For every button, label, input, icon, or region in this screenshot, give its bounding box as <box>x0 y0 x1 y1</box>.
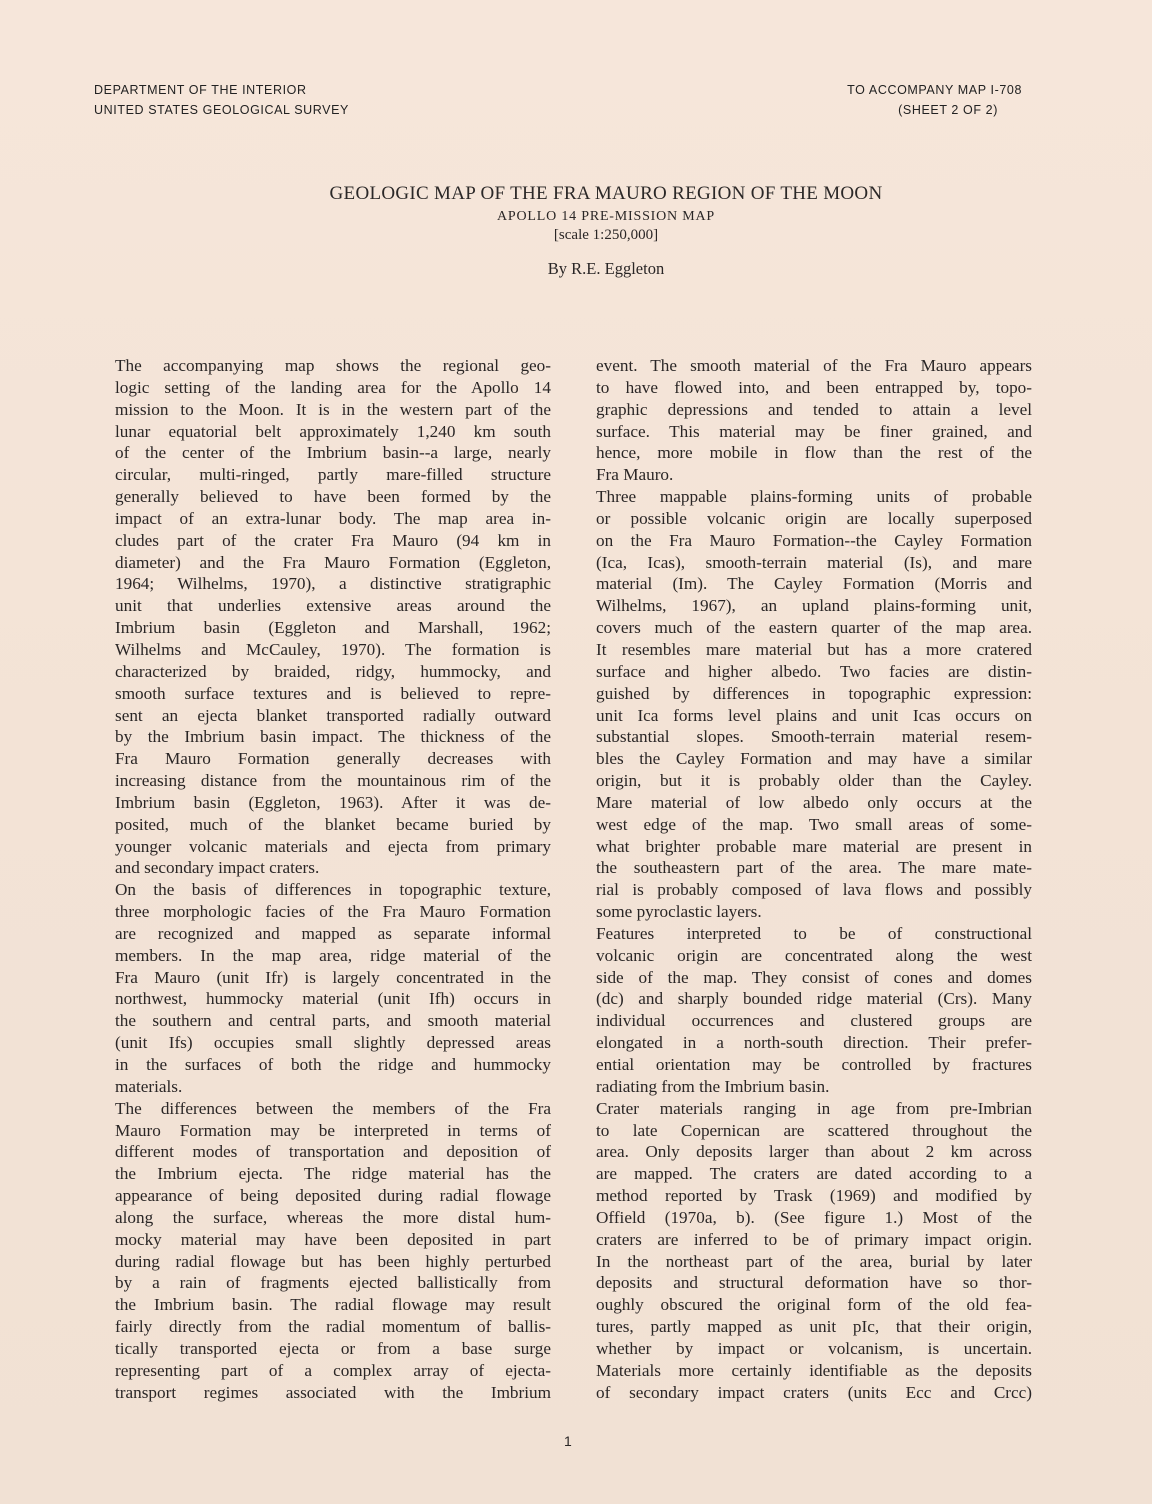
text-line: generally believed to have been formed by the <box>115 487 551 507</box>
text-line: hence, more mobile in flow than the rest of the <box>596 443 1032 463</box>
left-text-column <box>115 355 551 1404</box>
right-text-column <box>596 355 1032 1404</box>
text-line: (dc) and sharply bounded ridge material (Crs). Many <box>596 989 1032 1009</box>
text-line: impact of an extra-lunar body. The map area in- <box>115 508 551 528</box>
text-line: unit Ica forms level plains and unit Icas occurs on <box>596 705 1032 725</box>
text-line: material (Im). The Cayley Formation (Morris and <box>596 574 1032 594</box>
text-line: mission to the Moon. It is in the western part of the <box>115 399 551 419</box>
text-line: Crater materials ranging in age from pre-Imbrian <box>596 1098 1032 1118</box>
text-line: characterized by braided, ridgy, hummocky, and <box>115 661 551 681</box>
text-line: substantial slopes. Smooth-terrain material resem- <box>596 727 1032 747</box>
text-line: origin, but it is probably older than the Cayley. <box>596 771 1032 791</box>
text-line: oughly obscured the original form of the old fea- <box>596 1295 1032 1315</box>
text-line: sent an ejecta blanket transported radially outward <box>115 705 551 725</box>
text-line: ential orientation may be controlled by fractures <box>596 1055 1032 1074</box>
text-line: on the Fra Mauro Formation--the Cayley Formation <box>596 530 1032 550</box>
text-line: of secondary impact craters (units Ecc and Crcc) <box>596 1382 1032 1402</box>
text-line: Imbrium basin (Eggleton, 1963). After it was de- <box>115 792 551 812</box>
text-line: The accompanying map shows the regional geo- <box>115 356 551 375</box>
text-line: surface. This material may be finer grained, and <box>596 421 1032 441</box>
map-reference-line: TO ACCOMPANY MAP I-708 <box>847 83 1022 97</box>
text-line: Mauro Formation may be interpreted in terms of <box>115 1120 551 1140</box>
department-line: DEPARTMENT OF THE INTERIOR <box>94 83 307 97</box>
text-line: fairly directly from the radial momentum of ballis- <box>115 1317 551 1337</box>
document-subtitle: APOLLO 14 PRE-MISSION MAP <box>497 209 715 224</box>
survey-line: UNITED STATES GEOLOGICAL SURVEY <box>94 103 349 117</box>
text-line: of the center of the Imbrium basin--a large, nearly <box>115 443 551 463</box>
text-line: along the surface, whereas the more distal hum- <box>115 1207 551 1227</box>
text-line: craters are inferred to be of primary impact origin. <box>596 1229 1032 1249</box>
text-line: Three mappable plains-forming units of probable <box>596 487 1032 507</box>
text-line: during radial flowage but has been highly perturbed <box>115 1251 551 1271</box>
text-line: circular, multi-ringed, partly mare-filled structure <box>115 465 551 485</box>
text-line: logic setting of the landing area for the Apollo 14 <box>115 377 551 397</box>
text-line: individual occurrences and clustered groups are <box>596 1011 1032 1031</box>
text-line: the southeastern part of the area. The mare mate- <box>596 858 1032 878</box>
text-line: In the northeast part of the area, burial by later <box>596 1251 1032 1271</box>
text-line: Wilhelms, 1967), an upland plains-forming unit, <box>596 596 1032 616</box>
text-line: diameter) and the Fra Mauro Formation (Eggleton, <box>115 552 551 572</box>
page-number: 1 <box>564 1433 572 1449</box>
text-line: surface and higher albedo. Two facies are distin- <box>596 661 1032 681</box>
text-line: graphic depressions and tended to attain a level <box>596 399 1032 419</box>
text-line: the Imbrium ejecta. The ridge material has the <box>115 1164 551 1184</box>
text-line: to late Copernican are scattered throughout the <box>596 1120 1032 1140</box>
text-line: in the surfaces of both the ridge and hummocky <box>115 1055 551 1074</box>
text-line: or possible volcanic origin are locally superposed <box>596 508 1032 528</box>
text-line: 1964; Wilhelms, 1970), a distinctive stratigraphic <box>115 574 551 594</box>
map-scale: [scale 1:250,000] <box>553 227 659 243</box>
text-line: the Imbrium basin. The radial flowage may result <box>115 1295 551 1315</box>
text-line: Fra Mauro. <box>596 465 674 485</box>
text-line: On the basis of differences in topographic texture, <box>115 880 551 900</box>
text-line: representing part of a complex array of ejecta- <box>115 1360 551 1380</box>
text-line: posited, much of the blanket became buried by <box>115 814 551 834</box>
text-line: Features interpreted to be of constructional <box>596 923 1032 943</box>
text-line: younger volcanic materials and ejecta from primary <box>115 836 551 856</box>
text-line: appearance of being deposited during radial flowage <box>115 1186 551 1206</box>
text-line: (Ica, Icas), smooth-terrain material (Is), and mare <box>596 552 1032 572</box>
text-line: mocky material may have been deposited in part <box>115 1229 551 1249</box>
text-line: radiating from the Imbrium basin. <box>596 1076 830 1096</box>
text-line: some pyroclastic layers. <box>596 902 762 922</box>
text-line: transport regimes associated with the Imbrium <box>115 1382 551 1402</box>
map-reference-header <box>847 80 1022 120</box>
title-block <box>0 183 1152 279</box>
text-line: event. The smooth material of the Fra Mauro appears <box>596 356 1032 375</box>
text-line: whether by impact or volcanism, is uncertain. <box>596 1338 1032 1358</box>
text-line: Materials more certainly identifiable as the deposits <box>596 1360 1032 1380</box>
text-line: It resembles mare material but has a more cratered <box>596 639 1032 659</box>
author-byline: By R.E. Eggleton <box>547 259 665 278</box>
text-line: Fra Mauro (unit Ifr) is largely concentrated in the <box>115 967 551 987</box>
text-line: guished by differences in topographic expression: <box>596 683 1032 703</box>
text-line: Wilhelms and McCauley, 1970). The formation is <box>115 639 551 659</box>
text-line: side of the map. They consist of cones and domes <box>596 967 1032 987</box>
text-line: method reported by Trask (1969) and modified by <box>596 1186 1032 1206</box>
text-line: by the Imbrium basin impact. The thickness of the <box>115 727 551 747</box>
text-line: west edge of the map. Two small areas of some- <box>596 814 1032 834</box>
text-line: cludes part of the crater Fra Mauro (94 km in <box>115 530 551 550</box>
text-line: what brighter probable mare material are present in <box>596 836 1032 856</box>
text-line: tures, partly mapped as unit pIc, that their origin, <box>596 1317 1032 1337</box>
text-line: The differences between the members of the Fra <box>115 1098 551 1118</box>
text-line: different modes of transportation and deposition of <box>115 1142 551 1162</box>
text-line: and secondary impact craters. <box>115 858 320 878</box>
document-title: GEOLOGIC MAP OF THE FRA MAURO REGION OF THE MOON <box>329 183 883 204</box>
text-line: tically transported ejecta or from a base surge <box>115 1338 551 1358</box>
text-line: to have flowed into, and been entrapped by, topo- <box>596 377 1032 397</box>
text-line: rial is probably composed of lava flows and possibly <box>596 880 1032 900</box>
text-line: smooth surface textures and is believed to repre- <box>115 683 551 703</box>
text-line: materials. <box>115 1076 183 1096</box>
text-line: lunar equatorial belt approximately 1,240 km south <box>115 421 551 441</box>
text-line: three morphologic facies of the Fra Mauro Formation <box>115 902 551 922</box>
text-line: Offield (1970a, b). (See figure 1.) Most of the <box>596 1207 1032 1227</box>
text-line: the southern and central parts, and smooth material <box>115 1011 551 1031</box>
text-line: elongated in a north-south direction. Their prefer- <box>596 1033 1032 1053</box>
text-line: covers much of the eastern quarter of the map area. <box>596 618 1032 638</box>
text-line: by a rain of fragments ejected ballistically from <box>115 1273 551 1293</box>
text-line: Imbrium basin (Eggleton and Marshall, 1962; <box>115 618 551 638</box>
text-line: area. Only deposits larger than about 2 km across <box>596 1142 1032 1162</box>
text-line: northwest, hummocky material (unit Ifh) occurs in <box>115 989 551 1009</box>
text-line: bles the Cayley Formation and may have a similar <box>596 749 1032 769</box>
text-line: Mare material of low albedo only occurs at the <box>596 792 1032 812</box>
text-line: increasing distance from the mountainous rim of the <box>115 771 551 791</box>
text-line: members. In the map area, ridge material of the <box>115 945 551 965</box>
text-line: are mapped. The craters are dated according to a <box>596 1164 1032 1184</box>
text-line: deposits and structural deformation have so thor- <box>596 1273 1032 1293</box>
sheet-number-line: (SHEET 2 OF 2) <box>898 103 998 117</box>
agency-header <box>94 80 349 120</box>
text-line: volcanic origin are concentrated along the west <box>596 945 1032 965</box>
text-line: unit that underlies extensive areas around the <box>115 596 551 616</box>
text-line: are recognized and mapped as separate informal <box>115 923 551 943</box>
text-line: Fra Mauro Formation generally decreases with <box>115 749 551 769</box>
text-line: (unit Ifs) occupies small slightly depressed areas <box>115 1033 551 1053</box>
